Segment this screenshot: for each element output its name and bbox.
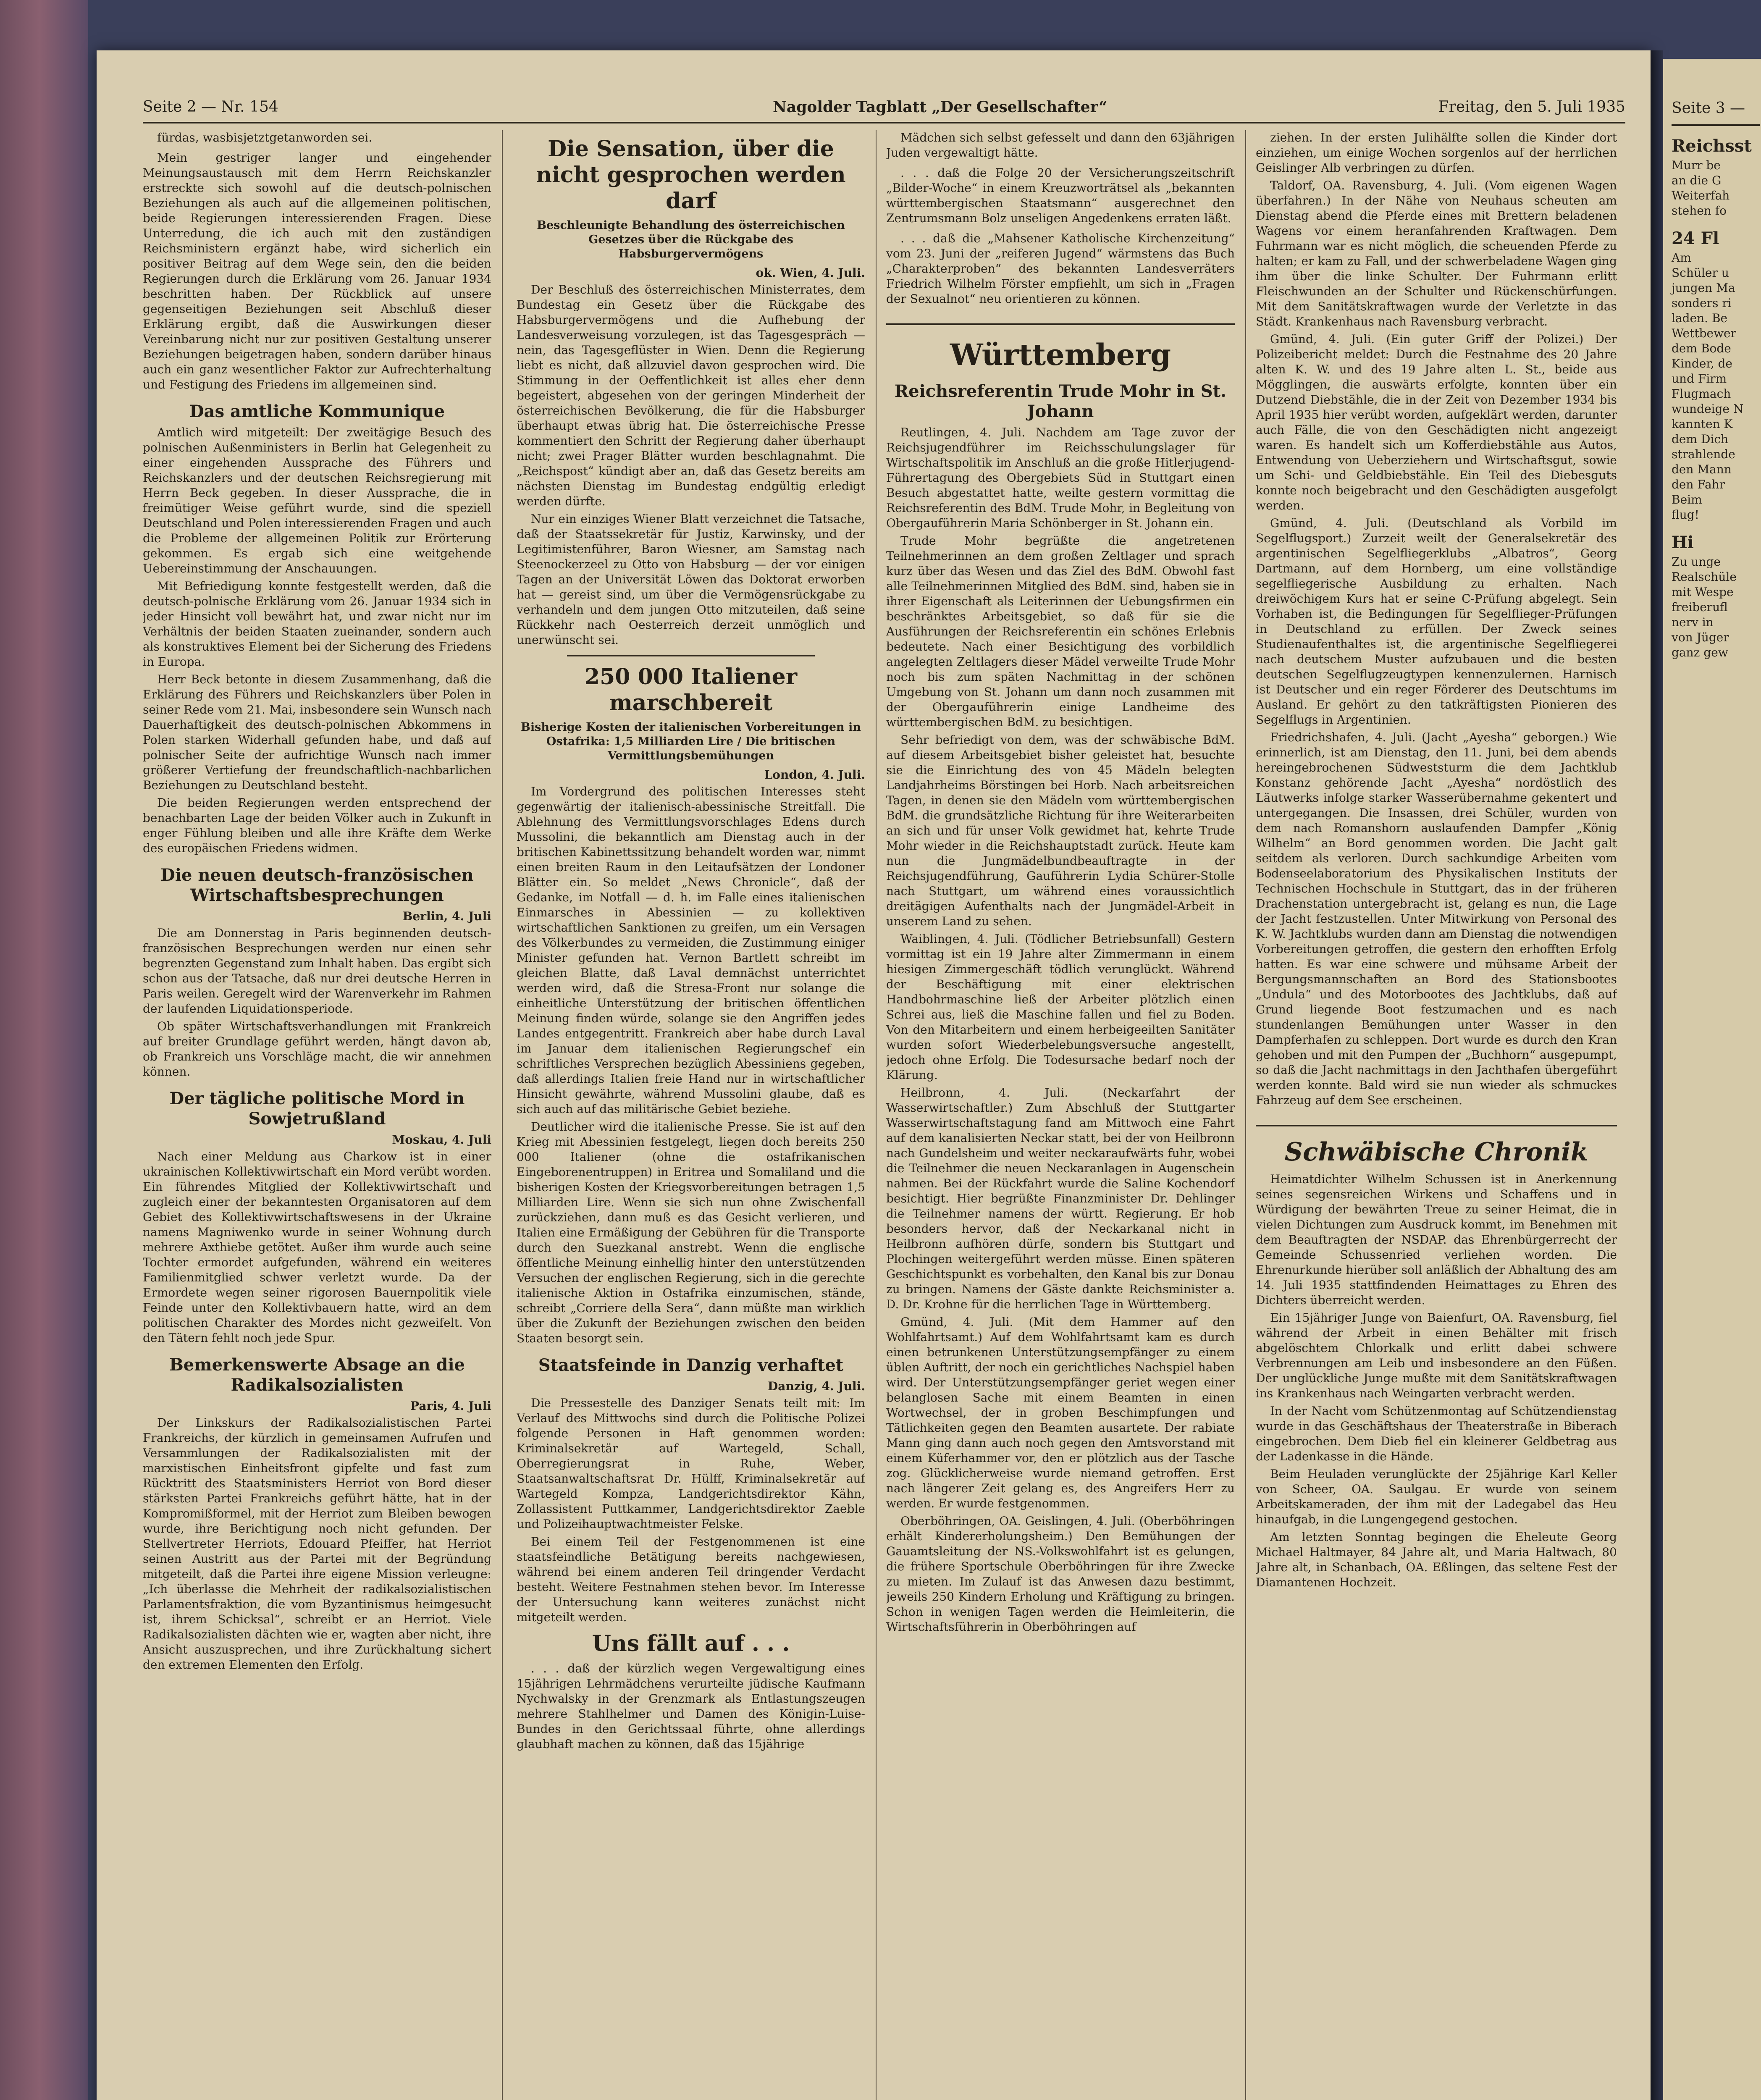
paragraph: Reutlingen, 4. Juli. Nachdem am Tage zuvor der Reichsjugendführer im Reichsschulungslager für Wirtschaftspolitik im Anschluß an die große Hitlerjugend-Führertagung des Obergebiets Süd in Stuttgart einen Besuch abgestattet hatte, weilte gestern vormittag die Reichsreferentin des BdM. Trude Mohr, in Begleitung von Obergauführerin Maria Schönberger in St. Johann ein.	[886, 425, 1235, 530]
masthead: Nagolder Tagblatt „Der Gesellschafter“	[773, 98, 1108, 116]
paragraph: . . . daß die Folge 20 der Versicherungszeitschrift „Bilder-Woche“ in einem Kreuzworträtsel als „bekannten württembergischen Staatsmann“ ausgerechnet den Zentrumsmann Bolz unseligen Angedenkens erraten läßt.	[886, 166, 1235, 225]
next-page-line: Hi	[1672, 533, 1694, 552]
dateline: Paris, 4. Juli	[410, 1399, 491, 1413]
dateline: Berlin, 4. Juli	[402, 909, 491, 923]
section-head-chronik: Schwäbische Chronik	[1256, 1125, 1617, 1165]
paragraph: . . . daß die „Mahsener Katholische Kirchenzeitung“ vom 23. Juni der „reiferen Jugend“ wärmstens das Buch „Charakterproben“ des bekannten Landesverräters Friedrich Wilhelm Förster empfiehlt, um sich in „Fragen der Sexualnot“ neu orientieren zu können.	[886, 231, 1235, 306]
paragraph: Mit Befriedigung konnte festgestellt werden, daß die deutsch-polnische Erklärung vom 26. Januar 1934 sich in jeder Hinsicht voll bewährt hat, und zwar nicht nur im Verhältnis der beiden Staaten zueinander, sondern auch als konstruktives Element bei der Sicherung des Friedens in Europa.	[143, 579, 491, 669]
paragraph: Der Linkskurs der Radikalsozialistischen Partei Frankreichs, der kürzlich in gemeinsamen Aufrufen und Versammlungen der Radikalsozialisten mit der marxistischen Einheitsfront gipfelte und fast zum Rücktritt des Staatsministers Herriot von Bord dieser stärksten Partei Frankreichs geführt hätte, hat in der Kompromißformel, mit der Herriot zum Bleiben bewogen wurde, ihre Berichtigung noch nicht gefunden. Der Stellvertreter Herriots, Edouard Pfeiffer, hat Herriot seinen Austritt aus der Partei mit der Begründung mitgeteilt, daß die Partei ihre eigene Mission verleugne: „Ich überlasse die Mehrheit der radikalsozialistischen Parlamentsfraktion, die vom Byzantinismus heimgesucht ist, ihrem Schicksal“, schreibt er an Herriot. Viele Radikalsozialisten dächten wie er, wagten aber nicht, ihre Ansicht auszusprechen, und ihre Zurückhaltung sichert den extremen Elementen den Erfolg.	[143, 1416, 491, 1672]
next-page-line: kannten K	[1672, 417, 1733, 431]
paragraph: Heimatdichter Wilhelm Schussen ist in Anerkennung seines segensreichen Wirkens und Schaffens und in Würdigung der bewährten Treue zu seiner Heimat, die in vielen Dichtungen zum Ausdruck kommt, im Benehmen mit dem Beauftragten der NSDAP. das Ehrenbürgerrecht der Gemeinde Schussenried verliehen worden. Die Ehrenurkunde hierüber soll anläßlich der Abhaltung des am 14. Juli 1935 stattfindenden Heimattages zu Ehren des Dichters überreicht werden.	[1256, 1172, 1617, 1307]
paragraph: Waiblingen, 4. Juli. (Tödlicher Betriebsunfall) Gestern vormittag ist ein 19 Jahre alter Zimmermann in einem hiesigen Zimmergeschäft tödlich verunglückt. Während der Beschäftigung mit einer elektrischen Handbohrmaschine ließ der Arbeiter plötzlich einen Schrei aus, ließ die Maschine fallen und fiel zu Boden. Von den Mitarbeitern und einem herbeigeeilten Sanitäter wurden sofort Wiederbelebungsversuche angestellt, jedoch ohne Erfolg. Die Todesursache bedarf noch der Klärung.	[886, 932, 1235, 1082]
next-page-edge	[1663, 59, 1761, 2100]
paragraph: Bei einem Teil der Festgenommenen ist eine staatsfeindliche Betätigung bereits nachgewiesen, während bei einem anderen Teil dringender Verdacht besteht. Weitere Festnahmen stehen bevor. Im Interesse der Untersuchung kann weiteres zunächst nicht mitgeteilt werden.	[517, 1535, 865, 1624]
subheadline: Beschleunigte Behandlung des österreichischen Gesetzes über die Rückgabe des Habsburgervermögens	[537, 219, 845, 260]
next-page-line: und Firm	[1672, 372, 1727, 386]
paragraph: Trude Mohr begrüßte die angetretenen Teilnehmerinnen an dem großen Zeltlager und sprach kurz über das Wesen und das Ziel des BdM. Obwohl fast alle Teilnehmerinnen Mitglied des BdM. sind, haben sie in ihrer Eigenschaft als Leiterinnen der Uebungsfirmen ein beschränktes Arbeitsgebiet, so daß für sie die Ausführungen der Reichsreferentin ein schönes Erlebnis bedeutete. Nach einer Besichtigung des vorbildlich angelegten Zeltlagers dieser Mädel verweilte Trude Mohr noch bis zum späten Nachmittag in der schönen Umgebung von St. Johann um dann noch zusammen mit der Obergauführerin einige Landheime des württembergischen BdM. zu besichtigen.	[886, 534, 1235, 729]
issue-date: Freitag, den 5. Juli 1935	[1438, 98, 1625, 116]
paragraph: Nach einer Meldung aus Charkow ist in einer ukrainischen Kollektivwirtschaft ein Mord verübt worden. Ein führendes Mitglied der Kollektivwirtschaft und zugleich einer der bekanntesten Organisatoren auf dem Gebiet des Kollektivwirtschaftswesens in der Ukraine namens Magniwenko wurde in seiner Wohnung durch mehrere Axthiebe getötet. Außer ihm wurde auch seine Tochter ermordet aufgefunden, während ein weiteres Familienmitglied schwer verletzt wurde. Da der Ermordete wegen seiner rigorosen Bauernpolitik viele Feinde unter den Kollektivbauern hatte, wird an dem politischen Charakter des Mordes nicht gezweifelt. Von den Tätern fehlt noch jede Spur.	[143, 1150, 491, 1345]
paragraph: ziehen. In der ersten Julihälfte sollen die Kinder dort einziehen, um einige Wochen sorgenlos auf der herrlichen Geislinger Alb verbringen zu dürfen.	[1256, 131, 1617, 175]
section-head-wuerttemberg: Württemberg	[886, 323, 1235, 372]
next-page-line: Am	[1672, 251, 1691, 265]
next-page-line: an die G	[1672, 173, 1722, 187]
paragraph: Gmünd, 4. Juli. (Deutschland als Vorbild im Segelflugsport.) Zurzeit weilt der Generalsekretär des argentinischen Segelfliegerklubs „Albatros“, Georg Dartmann, auf dem Hornberg, um eine vollständige segelfliegerische Ausbildung zu erhalten. Nach dreiwöchigem Kurs hat er seine C-Prüfung abgelegt. Sein Vorhaben ist, die Bedingungen für Segelflieger-Prüfungen in Deutschland zu erfüllen. Der Zweck seines Studienaufenthaltes ist, die argentinische Segelfliegerei nach deutschem Muster aufzubauen und die besten deutschen Segelflugzeugtypen kennenzulernen. Harnisch ist Deutscher und ein reger Förderer des Deutschtums im Ausland. Er gehört zu den tatkräftigsten Pionieren des Segelflugs in Argentinien.	[1256, 516, 1617, 727]
next-page-line: dem Bode	[1672, 341, 1731, 355]
headline-trude-mohr: Reichsreferentin Trude Mohr in St. Johann	[894, 381, 1227, 421]
paragraph: In der Nacht vom Schützenmontag auf Schützendienstag wurde in das Geschäftshaus der Theaterstraße in Biberach eingebrochen. Dem Dieb fiel ein kleinerer Geldbetrag aus der Ladenkasse in die Hände.	[1256, 1404, 1617, 1463]
next-page-line: 24 Fl	[1672, 228, 1719, 248]
paragraph: Gmünd, 4. Juli. (Ein guter Griff der Polizei.) Der Polizeibericht meldet: Durch die Festnahme des 20 Jahre alten K. W. und des 19 Jahre alten L. St., beide aus Mögglingen, die auswärts erfolgte, konnten über ein Dutzend Diebstähle, die in der Zeit von Dezember 1934 bis April 1935 hier verübt worden, aufgeklärt werden, darunter auch Fälle, die von den Geschädigten nicht angezeigt waren. Es handelt sich um Kofferdiebstähle aus Autos, Entwendung von Ueberziehern und Wirtschaftsgut, sowie um Schi- und Geldbiebstähle. Ein Teil des Diebesguts konnte noch beigebracht und den Geschädigten ausgefolgt werden.	[1256, 332, 1617, 512]
next-page-line: laden. Be	[1672, 311, 1728, 325]
headline-italiener: 250 000 Italiener marschbereit	[584, 664, 798, 716]
paragraph: Im Vordergrund des politischen Interesses steht gegenwärtig der italienisch-abessinische Streitfall. Die Ablehnung des Vermittlungsvorschlages Edens durch Mussolini, die bekanntlich am Dienstag auch in der britischen Kabinettssitzung behandelt worden war, nimmt einen breiten Raum in den Leitaufsätzen der Londoner Blätter ein. So meldet „News Chronicle“, daß der Gedanke, im Notfall — d. h. im Falle eines italienischen Einmarsches in Abessinien — zu kollektiven wirtschaftlichen Sanktionen zu greifen, um ein Versagen des Völkerbundes zu vermeiden, die Zustimmung einiger Minister gefunden hat. Vernon Bartlett schreibt im gleichen Blatte, daß Laval demnächst unterrichtet werden wird, daß die Stresa-Front nur solange die einheitliche Unterstützung der britischen öffentlichen Meinung finden würde, solange sie den Angriffen jedes Landes entgegentritt. Frankreich aber habe durch Laval im Januar dem italienischen Regierungschef ein schriftliches Versprechen bezüglich Abessiniens gegeben, daß allerdings Italien freie Hand nur in wirtschaftlicher Hinsicht gewährte, während Mussolini glaube, daß es sich auch auf das militärische Gebiet beziehe.	[517, 785, 865, 1116]
paragraph: fürdas, wasbisjetztgetanworden sei.	[157, 131, 373, 144]
next-page-line: den Fahr	[1672, 478, 1725, 491]
gutter-shadow	[1651, 50, 1663, 2100]
dateline: ok. Wien, 4. Juli.	[756, 266, 865, 280]
next-page-line: Kinder, de	[1672, 357, 1733, 370]
dateline: London, 4. Juli.	[764, 768, 865, 782]
paragraph: Mädchen sich selbst gefesselt und dann den 63jährigen Juden vergewaltigt hätte.	[886, 131, 1235, 160]
next-page-line: mit Wespe	[1672, 585, 1734, 599]
next-page-text	[1672, 101, 1760, 660]
column-rule	[1245, 130, 1246, 2100]
next-page-line: ganz gew	[1672, 646, 1728, 659]
column-rule	[502, 130, 503, 2100]
next-page-line: Wettbewer	[1672, 326, 1736, 340]
next-page-line: Murr be	[1672, 158, 1721, 172]
paragraph: Gmünd, 4. Juli. (Mit dem Hammer auf den Wohlfahrtsamt.) Auf dem Wohlfahrtsamt kam es durch einen betrunkenen Unterstützungsempfänger zu einem üblen Auftritt, der noch ein gerichtliches Nachspiel haben wird. Der Unterstützungsempfänger geriet wegen einer belanglosen Sache mit einem Beamten in einen Wortwechsel, der in groben Beschimpfungen und Tätlichkeiten gegen den Beamten ausartete. Der rabiate Mann ging dann auch noch gegen den Amtsvorstand mit einem Küferhammer vor, den er plötzlich aus der Tasche zog. Glücklicherweise wurde niemand getroffen. Erst nach längerer Zeit gelang es, des Angreifers Herr zu werden. Er wurde festgenommen.	[886, 1315, 1235, 1510]
next-page-line: stehen fo	[1672, 204, 1727, 218]
paragraph: Taldorf, OA. Ravensburg, 4. Juli. (Vom eigenen Wagen überfahren.) In der Nähe von Neuhaus scheuten am Dienstag abend die Pferde eines mit Brettern beladenen Wagens vor einem heranfahrenden Kraftwagen. Dem Fuhrmann war es nicht möglich, die scheuenden Pferde zu halten; er kam zu Fall, und der schwerbeladene Wagen ging ihm über die linke Schulter. Der Fuhrmann erlitt Fleischwunden an der Schulter und Rückenschürfungen. Mit dem Sanitätskraftwagen wurde der Verletzte in das Städt. Krankenhaus nach Ravensburg verbracht.	[1256, 178, 1617, 328]
next-page-line: den Mann	[1672, 462, 1732, 476]
next-page-line: jungen Ma	[1672, 281, 1735, 295]
paragraph: Die beiden Regierungen werden entsprechend der benachbarten Lage der beiden Völker auch in Zukunft in enger Fühlung bleiben und alle ihre Kräfte dem Werke des europäischen Friedens widmen.	[143, 796, 491, 855]
newspaper-page	[97, 50, 1651, 2100]
next-page-line: sonders ri	[1672, 296, 1732, 310]
next-page-line: von Jüger	[1672, 630, 1729, 644]
paragraph: Nur ein einziges Wiener Blatt verzeichnet die Tatsache, daß der Staatssekretär für Justiz, Karwinsky, und der Legitimistenführer, Baron Wiesner, am Samstag nach Steenockerzeel zu Otto von Habsburg — der vor einigen Tagen an der Universität Löwen das Doktorat erworben hat — gereist sind, um über die Vermögensrückgabe zu verhandeln und dem jungen Otto mitzuteilen, daß seine Rückkehr nach Oesterreich derzeit unmöglich und unerwünscht sei.	[517, 512, 865, 647]
separator	[567, 655, 815, 656]
next-page-line: nerv in	[1672, 615, 1714, 629]
next-page-line: Schüler u	[1672, 266, 1729, 280]
next-page-line: wundeige N	[1672, 402, 1744, 416]
book-binding	[0, 0, 88, 2100]
next-page-line: Flugmach	[1672, 387, 1731, 401]
paragraph: Sehr befriedigt von dem, was der schwäbische BdM. auf diesem Arbeitsgebiet bisher geleistet hat, besuchte sie die Einrichtung des von 45 Mädeln belegten Landjahrheims Börstingen bei Horb. Nach arbeitsreichen Tagen, in denen sie den Mädeln vom württembergischen BdM. die grundsätzliche Richtung für ihre Weiterarbeiten an sich und für unser Volk gewidmet hat, kehrte Trude Mohr wieder in die Reichshauptstadt zurück. Heute kam nun die Jungmädelbundbeauftragte in der Reichsjugendführung, Gauführerin Lydia Schürer-Stolle nach Stuttgart, um während eines voraussichtlich dreitägigen Aufenthalts nach der Jungmädel-Arbeit in unserem Land zu sehen.	[886, 733, 1235, 928]
next-page-line: Reichsst	[1672, 136, 1752, 156]
column-rule	[876, 130, 877, 2100]
next-page-line: Zu unge	[1672, 555, 1721, 569]
headline-kommunique: Das amtliche Kommunique	[189, 402, 445, 421]
next-page-line: strahlende	[1672, 447, 1735, 461]
headline-danzig: Staatsfeinde in Danzig verhaftet	[538, 1355, 844, 1375]
paragraph: Herr Beck betonte in diesem Zusammenhang, daß die Erklärung des Führers und Reichskanzlers über Polen in seiner Rede vom 21. Mai, insbesondere sein Wunsch nach Dauerhaftigkeit des deutsch-polnischen Abkommens in Polen starken Widerhall gefunden habe, und daß auf polnischer Seite der aufrichtige Wunsch nach immer größerer Vertiefung der freundschaftlich-nachbarlichen Beziehungen zu Deutschland besteht.	[143, 672, 491, 792]
headline-uns-faellt-auf: Uns fällt auf . . .	[592, 1631, 790, 1656]
paragraph: Friedrichshafen, 4. Juli. (Jacht „Ayesha“ geborgen.) Wie erinnerlich, ist am Dienstag, den 11. Juni, bei dem abends hereingebrochenen Südweststurm die dem Jachtklub Konstanz gehörende Jacht „Ayesha“ nordöstlich des Läutwerks infolge starker Wasserübernahme gekentert und untergegangen. Die Insassen, drei Schüler, wurden von dem nach Romanshorn auslaufenden Dampfer „König Wilhelm“ an Bord genommen worden. Die Jacht galt seitdem als verloren. Durch sachkundige Arbeiten vom Bodenseelaboratorium des Physikalischen Instituts der Technischen Hochschule in Stuttgart, das in der früheren Drachenstation untergebracht ist, gelang es nun, die Lage der Jacht festzustellen. Unter Mitwirkung von Personal des K. W. Jachtklubs wurden dann am Dienstag die notwendigen Vorbereitungen getroffen, die gestern den erhofften Erfolg hatten. Es war eine schwere und mühsame Arbeit der Bergungsmannschaften an Bord des Stationsbootes „Undula“ und des Motorbootes des Jachtklubs, daß auf Grund liegende Boot festzumachen und es nach stundenlangen Bemühungen unter Wasser in den Dampferhafen zu schleppen. Dort wurde es durch den Kran gehoben und mit den Pumpen der „Buchhorn“ ausgepumpt, so daß die Jacht nachmittags in den Jachthafen übergeführt werden konnte. Bald wird sie nun wieder als schmuckes Fahrzeug auf dem See erscheinen.	[1256, 730, 1617, 1107]
headline-wirtschaft: Die neuen deutsch-französischen Wirtschaftsbesprechungen	[160, 865, 474, 905]
next-page-line: Beim	[1672, 493, 1702, 507]
paragraph: Beim Heuladen verunglückte der 25jährige Karl Keller von Scheer, OA. Saulgau. Er wurde von seinem Arbeitskameraden, der ihm mit der Ladegabel das Heu hinaufgab, in die Lungengegend gestochen.	[1256, 1467, 1617, 1526]
column-1	[143, 130, 491, 2100]
headline-radikal: Bemerkenswerte Absage an die Radikalsozialisten	[169, 1355, 465, 1395]
next-page-header: Seite 3 —	[1672, 101, 1760, 126]
column-2	[517, 130, 865, 2100]
headline-mord: Der tägliche politische Mord in Sowjetrußland	[169, 1089, 465, 1129]
dateline: Moskau, 4. Juli	[392, 1133, 491, 1147]
column-4	[1256, 130, 1617, 2100]
paragraph: Ob später Wirtschaftsverhandlungen mit Frankreich auf breiter Grundlage geführt werden, hängt davon ab, ob Frankreich uns Vorschläge macht, die wir annehmen können.	[143, 1019, 491, 1079]
paragraph: Der Beschluß des österreichischen Ministerrates, dem Bundestag ein Gesetz über die Rückgabe des Habsburgervermögens und die Aufhebung der Landesverweisung vorzulegen, ist das Tagesgespräch — nein, das Tagesgeflüster in Wien. Denn die Regierung liebt es nicht, daß allzuviel davon gesprochen wird. Die Stimmung in der Oeffentlichkeit ist alles eher denn begeistert, abgesehen von der geringen Minderheit der österreichischen Bevölkerung, die für die Habsburger überhaupt etwas übrig hat. Die österreichische Presse kommentiert den Schritt der Regierung daher überhaupt nicht; zwei Prager Blätter wurden beschlagnahmt. Die „Reichspost“ kündigt aber an, daß das Gesetz bereits am nächsten Dienstag im Bundestag endgültig erledigt werden dürfte.	[517, 283, 865, 508]
running-head	[143, 92, 1625, 123]
paragraph: Deutlicher wird die italienische Presse. Sie ist auf den Krieg mit Abessinien festgelegt, liegen doch bereits 250 000 Italiener (ohne die ostafrikanischen Eingeborenentruppen) in Eritrea und Somaliland und die bisherigen Kosten der Kriegsvorbereitungen betragen 1,5 Milliarden Lire. Wenn sie sich nun ohne Zwischenfall zurückziehen, dann muß es das Gesicht verlieren, und Italien eine Ermäßigung der Gebühren für die Transporte durch den Suezkanal anstrebt. Wenn die englische öffentliche Meinung einhellig hinter den unterstützenden Versuchen der englischen Regierung, sich in die gerechte italienische Aktion in Ostafrika einzumischen, stände, schreibt „Corriere della Sera“, dann müßte man wirklich über die Zukunft der Beziehungen zwischen den beiden Staaten besorgt sein.	[517, 1120, 865, 1345]
next-page-line: Realschüle	[1672, 570, 1737, 584]
dateline: Danzig, 4. Juli.	[768, 1379, 865, 1393]
headline-sensation: Die Sensation, über die nicht gesprochen werden darf	[536, 136, 846, 214]
next-page-line: flug!	[1672, 508, 1699, 522]
paragraph: Mein gestriger langer und eingehender Meinungsaustausch mit dem Herrn Reichskanzler erstreckte sich sowohl auf die deutsch-polnischen Beziehungen als auch auf die allgemeinen politischen, beide Regierungen interessierenden Fragen. Diese Unterredung, die ich auch mit den zuständigen Reichsministern ergänzt habe, wird sicherlich ein positiver Beitrag auf dem Wege sein, den die beiden Regierungen durch die Erklärung vom 26. Januar 1934 beschritten haben. Der Rückblick auf unsere gegenseitigen Beziehungen seit Abschluß dieser Erklärung ergibt, daß die Auswirkungen dieser Vereinbarung nicht nur zur positiven Gestaltung unserer Beziehungen beigetragen haben, sondern darüber hinaus auch ein ganz wesentlicher Faktor zur Aufrechterhaltung und Festigung des Friedens im allgemeinen sind.	[143, 151, 491, 391]
paragraph: Die Pressestelle des Danziger Senats teilt mit: Im Verlauf des Mittwochs sind durch die Politische Polizei folgende Personen in Haft genommen worden: Kriminalsekretär auf Wartegeld, Schall, Oberregierungsrat in Ruhe, Weber, Staatsanwaltschaftsrat Dr. Hülff, Kriminalsekretär auf Wartegeld Kompza, Landgerichtsdirektor Kähn, Zollassistent Puttkammer, Landgerichtsdirektor Zaeble und Polizeihauptwachtmeister Felske.	[517, 1396, 865, 1531]
page-number: Seite 2 — Nr. 154	[143, 98, 278, 116]
next-page-line: dem Dich	[1672, 432, 1729, 446]
subheadline: Bisherige Kosten der italienischen Vorbereitungen in Ostafrika: 1,5 Milliarden Lire / Die britischen Vermittlungsbemühungen	[521, 721, 861, 762]
paragraph: Heilbronn, 4. Juli. (Neckarfahrt der Wasserwirtschaftler.) Zum Abschluß der Stuttgarter Wasserwirtschaftstagung fand am Mittwoch eine Fahrt auf dem kanalisierten Neckar statt, bei der von Heilbronn nach Gundelsheim und weiter neckaraufwärts fuhr, wobei die Teilnehmer die neuen Neckaranlagen in Augenschein nahmen. Bei der Rückfahrt wurde die Saline Kochendorf besichtigt. Hier begrüßte Finanzminister Dr. Dehlinger die Teilnehmer namens der württ. Regierung. Er hob besonders hervor, daß der Neckarkanal nicht in Heilbronn aufhören dürfe, sondern bis Stuttgart und Plochingen weitergeführt werden müsse. Einen späteren Geschichtspunkt es vorbehalten, den Kanal bis zur Donau zu bringen. Namens der Gäste dankte Reichsminister a. D. Dr. Krohne für die herrlichen Tage in Württemberg.	[886, 1086, 1235, 1311]
paragraph: Amtlich wird mitgeteilt: Der zweitägige Besuch des polnischen Außenministers in Berlin hat Gelegenheit zu einer eingehenden Aussprache des Führers und Reichskanzlers und der deutschen Reichsregierung mit Herrn Beck gegeben. In dieser Aussprache, die in freimütiger Weise geführt wurde, sind die speziell Deutschland und Polen interessierenden Fragen und auch die Probleme der allgemeinen Politik zur Erörterung gekommen. Es ergab sich eine weitgehende Uebereinstimmung der Anschauungen.	[143, 425, 491, 575]
paragraph: Ein 15jähriger Junge von Baienfurt, OA. Ravensburg, fiel während der Arbeit in einen Behälter mit frisch abgelöschtem Chlorkalk und erlitt dabei schwere Verbrennungen am Leib und insbesondere an den Füßen. Der unglückliche Junge mußte mit dem Sanitätskraftwagen ins Krankenhaus nach Weingarten verbracht werden.	[1256, 1311, 1617, 1400]
paragraph: Die am Donnerstag in Paris beginnenden deutsch-französischen Besprechungen werden nur einen sehr begrenzten Gegenstand zum Inhalt haben. Das ergibt sich schon aus der Tatsache, daß nur drei deutsche Herren in Paris weilen. Geregelt wird der Warenverkehr im Rahmen der laufenden Liquidationsperiode.	[143, 926, 491, 1016]
next-page-line: Weiterfah	[1672, 189, 1730, 202]
paragraph: Oberböhringen, OA. Geislingen, 4. Juli. (Oberböhringen erhält Kindererholungsheim.) Den Bemühungen der Gauamtsleitung der NS.-Volkswohlfahrt ist es gelungen, die frühere Sportschule Oberböhringen für ihre Zwecke zu mieten. Im Zulauf ist das Anwesen dazu bestimmt, jeweils 250 Kindern Erholung und Kräftigung zu bringen. Schon in wenigen Tagen werden die Heimleiterin, die Wirtschaftsführerin in Oberböhringen auf	[886, 1514, 1235, 1634]
paragraph: . . . daß der kürzlich wegen Vergewaltigung eines 15jährigen Lehrmädchens verurteilte jüdische Kaufmann Nychwalsky in der Grenzmark als Entlastungszeugen mehrere Stahlhelmer und Damen des Königin-Luise-Bundes in den Gerichtssaal führte, ohne allerdings glaubhaft machen zu können, daß das 15jährige	[517, 1662, 865, 1751]
next-page-line: freiberufl	[1672, 600, 1728, 614]
paragraph: Am letzten Sonntag begingen die Eheleute Georg Michael Haltmayer, 84 Jahre alt, und Maria Haltwach, 80 Jahre alt, in Schanbach, OA. Eßlingen, das seltene Fest der Diamantenen Hochzeit.	[1256, 1530, 1617, 1589]
column-3	[886, 130, 1235, 2100]
